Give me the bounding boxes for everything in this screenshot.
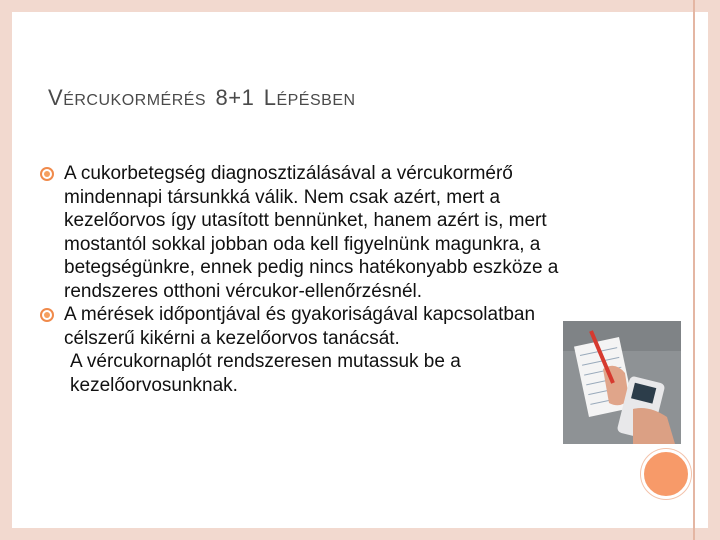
bullet-extra-text: A vércukornaplót rendszeresen mutassuk be a kezelőorvosunknak. bbox=[70, 351, 461, 396]
title-initial-v: V bbox=[48, 85, 64, 110]
decorative-circle-icon bbox=[641, 449, 691, 499]
bullet-list bbox=[40, 162, 580, 397]
vertical-divider bbox=[693, 0, 695, 540]
bullet-text: A cukorbetegség diagnosztizálásával a vércukormérő mindennapi társunkká válik. Nem csak azért, mert a kezelőorvos így utasított bennünket, hanem azért is, mert mostantól sokkal jobban oda kell figyelnünk magunkra, a betegségünkre, ennek pedig nincs hatékonyabb eszköze a rendszeres otthoni vércukor-ellenőrzésnél. bbox=[64, 163, 559, 302]
slide-title bbox=[48, 76, 356, 113]
title-number: 8+1 bbox=[215, 85, 255, 110]
orange-circle-bullet-icon bbox=[40, 308, 54, 322]
orange-circle-bullet-icon bbox=[40, 167, 54, 181]
bullet-text: A mérések időpontjával és gyakoriságával kapcsolatban célszerű kikérni a kezelőorvos tanácsát. bbox=[64, 304, 536, 349]
bullet-item bbox=[40, 303, 580, 397]
title-word-lepesben: ÉPÉSBEN bbox=[276, 92, 356, 109]
glucose-meter-illustration bbox=[563, 321, 681, 444]
glucose-meter-photo bbox=[563, 321, 681, 444]
title-initial-l: L bbox=[263, 85, 277, 110]
title-word-vercukormeres: ÉRCUKORMÉRÉS bbox=[63, 92, 207, 109]
bullet-item bbox=[40, 162, 580, 303]
